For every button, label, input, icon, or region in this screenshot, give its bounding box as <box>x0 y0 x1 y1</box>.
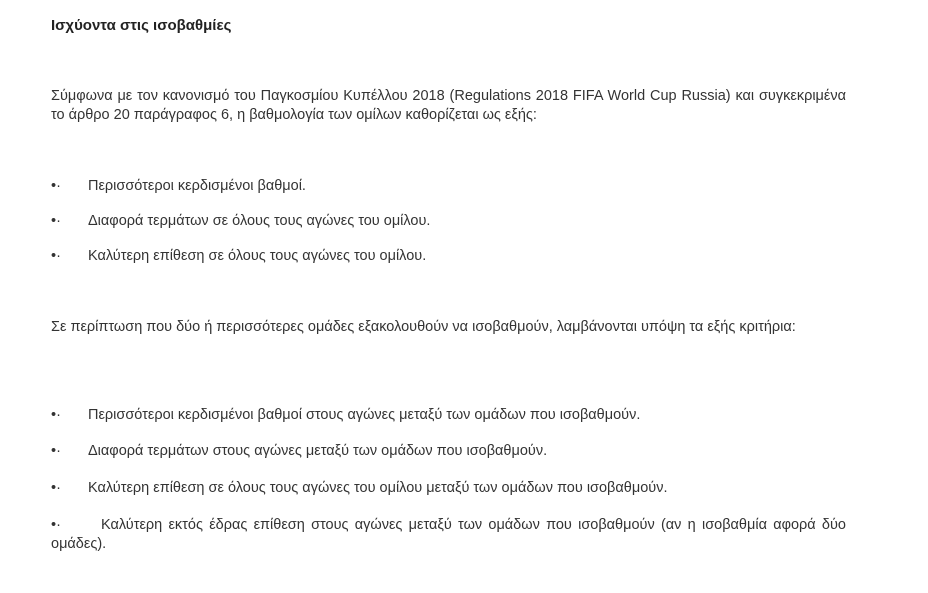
list-item <box>51 212 846 231</box>
list-item-text: Καλύτερη επίθεση σε όλους τους αγώνες του ομίλου. <box>88 248 427 264</box>
list-item <box>51 442 846 461</box>
list-item-text: Περισσότεροι κερδισμένοι βαθμοί. <box>88 178 306 194</box>
bullet-icon: •· <box>51 480 61 496</box>
bullet-icon: •· <box>51 517 61 533</box>
list-item-text: Καλύτερη εκτός έδρας επίθεση στους αγώνες μεταξύ των ομάδων που ισοβαθμούν (αν η ισοβαθμία αφορά δύο ομάδες). <box>51 517 846 552</box>
list-item-text: Καλύτερη επίθεση σε όλους τους αγώνες του ομίλου μεταξύ των ομάδων που ισοβαθμούν. <box>88 480 668 496</box>
list-item-text: Διαφορά τερμάτων στους αγώνες μεταξύ των ομάδων που ισοβαθμούν. <box>88 443 548 459</box>
list-item <box>51 479 846 498</box>
list-item-text: Περισσότεροι κερδισμένοι βαθμοί στους αγώνες μεταξύ των ομάδων που ισοβαθμούν. <box>88 407 641 423</box>
list-item <box>51 516 846 554</box>
list-item <box>51 247 846 266</box>
list-item-text: Διαφορά τερμάτων σε όλους τους αγώνες του ομίλου. <box>88 213 431 229</box>
list-item <box>51 177 846 196</box>
bullet-icon: •· <box>51 443 61 459</box>
section-heading: Ισχύοντα στις ισοβαθμίες <box>51 17 232 34</box>
list-item <box>51 406 846 425</box>
bullet-icon: •· <box>51 213 61 229</box>
intro-paragraph: Σύμφωνα με τον κανονισμό του Παγκοσμίου Κυπέλλου 2018 (Regulations 2018 FIFA World Cup Russia) και συγκεκριμένα το άρθρο 20 παράγραφος 6, η βαθμολογία των ομίλων καθορίζεται ως εξής: <box>51 88 846 123</box>
bullet-icon: •· <box>51 407 61 423</box>
bullet-icon: •· <box>51 248 61 264</box>
tie-paragraph: Σε περίπτωση που δύο ή περισσότερες ομάδες εξακολουθούν να ισοβαθμούν, λαμβάνονται υπόψη τα εξής κριτήρια: <box>51 319 796 335</box>
bullet-icon: •· <box>51 178 61 194</box>
